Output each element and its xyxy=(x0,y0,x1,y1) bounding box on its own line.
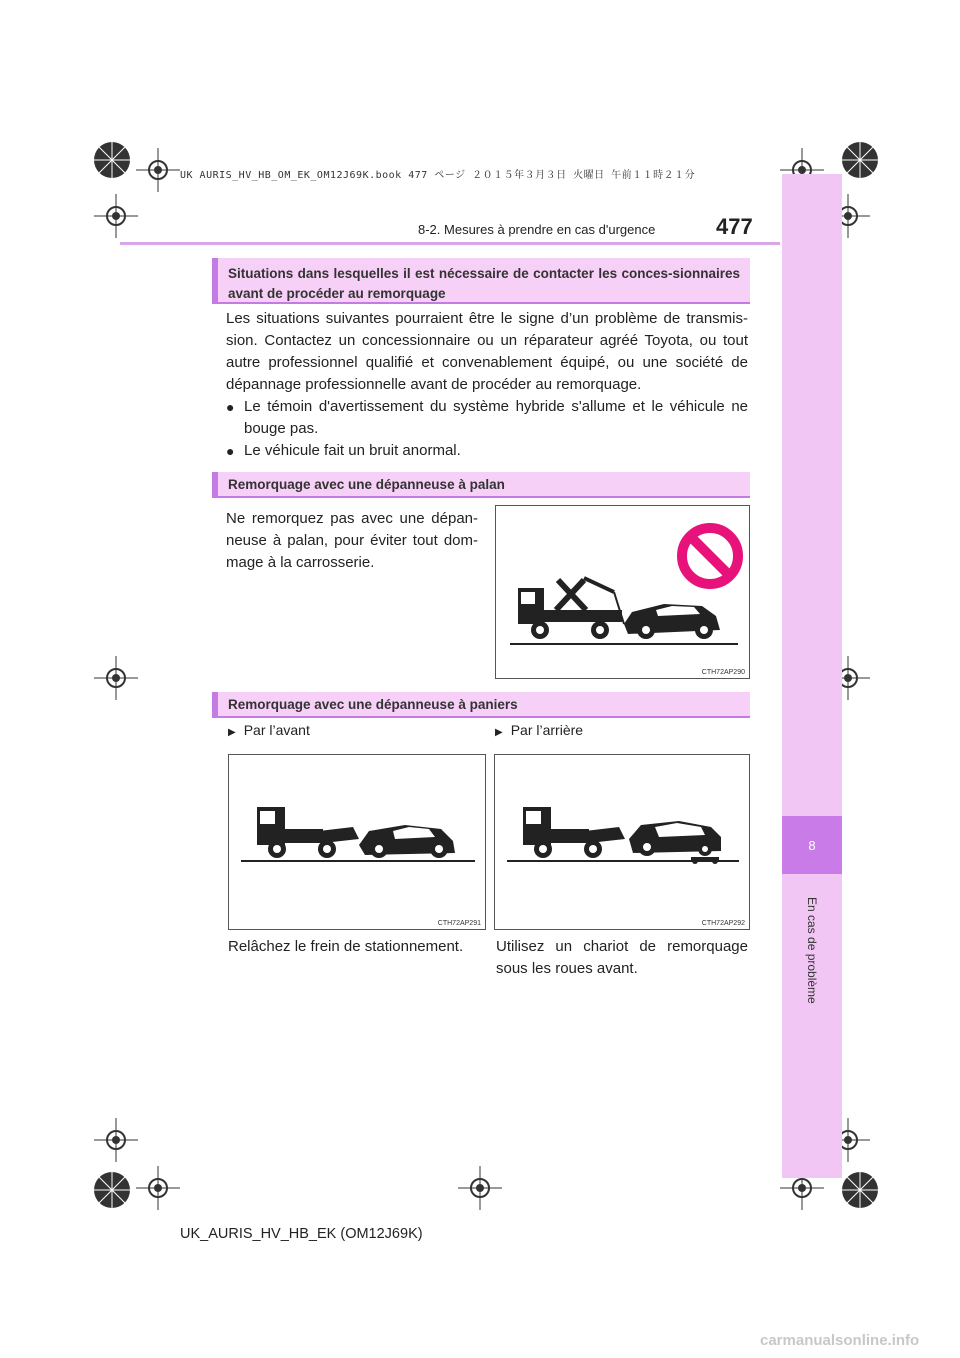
arrow-right-icon: ▶ xyxy=(228,727,236,738)
chapter-title: En cas de problème xyxy=(805,896,819,1004)
section-heading: Situations dans lesquelles il est nécessaire de contacter les conces-sionnaires avant de procéder au remorquage xyxy=(212,258,750,304)
figure-caption: Utilisez un chariot de remorquage sous les roues avant. xyxy=(496,938,748,977)
bullet-icon: ● xyxy=(226,399,235,415)
arrow-right-icon: ▶ xyxy=(495,727,503,738)
subheading-front: ▶ Par l’avant xyxy=(228,722,310,738)
bullet-icon: ● xyxy=(226,443,235,459)
list-item: ● Le témoin d'avertissement du système hybride s'allume et le véhicule ne bouge pas. xyxy=(226,398,748,437)
section-heading: Remorquage avec une dépanneuse à paniers xyxy=(212,692,750,718)
section-heading: Remorquage avec une dépanneuse à palan xyxy=(212,472,750,498)
paragraph: Ne remorquez pas avec une dépan-neuse à palan, pour éviter tout dom-mage à la carrosserie. xyxy=(226,510,478,571)
registration-mark-icon xyxy=(90,138,134,182)
crosshair-mark-icon xyxy=(94,656,138,700)
crosshair-mark-icon xyxy=(94,194,138,238)
subheading-rear: ▶ Par l’arrière xyxy=(495,722,584,738)
figure-code: CTH72AP292 xyxy=(701,920,745,927)
footer-model: UK_AURIS_HV_HB_EK (OM12J69K) xyxy=(180,1226,423,1242)
tow-truck-illustration xyxy=(496,506,751,680)
flatbed-rear-figure xyxy=(494,754,750,930)
figure-code: CTH72AP291 xyxy=(437,920,481,927)
page-number: 477 xyxy=(716,214,753,239)
watermark: carmanualsonline.info xyxy=(760,1332,920,1349)
wheel-lift-tow-truck-prohibited-figure xyxy=(495,505,750,679)
tow-truck-front-illustration xyxy=(229,755,487,931)
flatbed-front-figure xyxy=(228,754,486,930)
tow-truck-rear-illustration xyxy=(495,755,751,931)
figure-caption: Relâchez le frein de stationnement. xyxy=(228,938,464,955)
side-tab xyxy=(782,174,842,1178)
paragraph: Les situations suivantes pourraient être le signe d’un problème de transmis-sion. Contactez un concessionnaire ou un réparateur agréé Toyota, ou tout autre professionnel qualifié et convenablement équipé, ou une société de dépannage professionnelle avant de procéder au remorquage. xyxy=(226,310,748,393)
registration-mark-icon xyxy=(838,1168,882,1212)
section-label: 8-2. Mesures à prendre en cas d'urgence xyxy=(418,222,656,237)
registration-mark-icon xyxy=(838,138,882,182)
crosshair-mark-icon xyxy=(136,1166,180,1210)
print-info: UK AURIS_HV_HB_OM_EK_OM12J69K.book 477 ページ ２０１５年３月３日 火曜日 午前１１時２１分 xyxy=(180,170,696,181)
figure-code: CTH72AP290 xyxy=(701,669,745,676)
registration-mark-icon xyxy=(90,1168,134,1212)
crosshair-mark-icon xyxy=(136,148,180,192)
header-rule xyxy=(120,242,780,245)
chapter-number: 8 xyxy=(782,816,842,874)
list-item: ● Le véhicule fait un bruit anormal. xyxy=(226,440,748,462)
crosshair-mark-icon xyxy=(94,1118,138,1162)
crosshair-mark-icon xyxy=(458,1166,502,1210)
